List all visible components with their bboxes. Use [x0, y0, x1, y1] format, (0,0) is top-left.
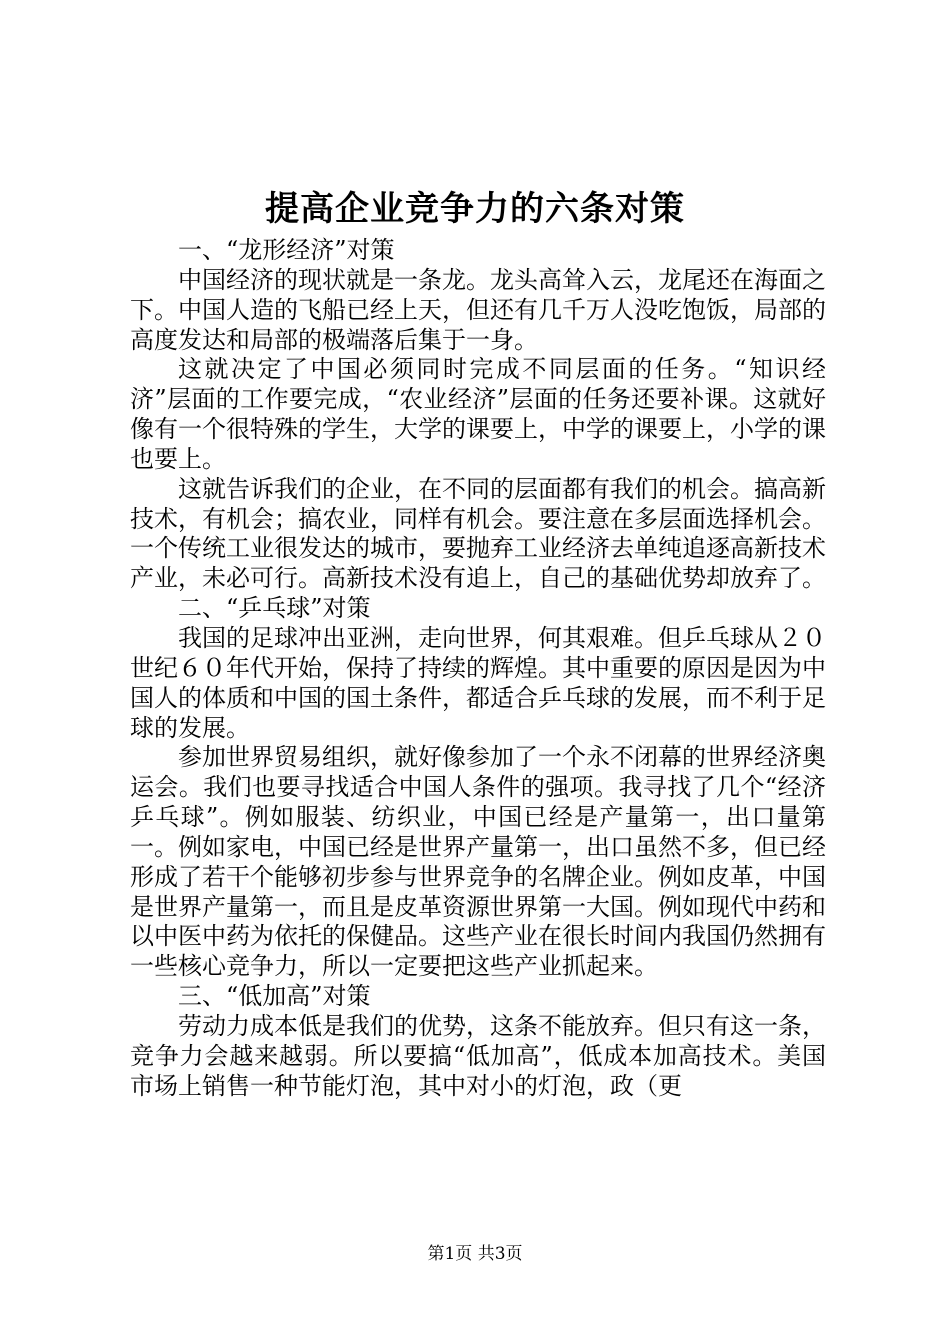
section-heading-2: 二、“乒乓球”对策 [178, 594, 371, 623]
paragraph: 我国的足球冲出亚洲，走向世界，何其艰难。但乒乓球从２０世纪６０年代开始，保持了持续的辉煌。其中重要的原因是因为中国人的体质和中国的国土条件，都适合乒乓球的发展，而不利于足球的发展。 [130, 623, 826, 742]
section-heading-3: 三、“低加高”对策 [178, 982, 371, 1011]
paragraph: 这就告诉我们的企业，在不同的层面都有我们的机会。搞高新技术，有机会；搞农业，同样有机会。要注意在多层面选择机会。一个传统工业很发达的城市，要抛弃工业经济去单纯追逐高新技术产业，未必可行。高新技术没有追上，自己的基础优势却放弃了。 [130, 474, 826, 593]
paragraph: 中国经济的现状就是一条龙。龙头高耸入云，龙尾还在海面之下。中国人造的飞船已经上天，但还有几千万人没吃饱饭，局部的高度发达和局部的极端落后集于一身。 [130, 265, 826, 354]
section-heading-1: 一、“龙形经济”对策 [178, 236, 395, 264]
document-body [130, 236, 826, 1101]
document-title: 提高企业竞争力的六条对策 [265, 189, 685, 229]
paragraph: 这就决定了中国必须同时完成不同层面的任务。“知识经济”层面的工作要完成，“农业经济”层面的任务还要补课。这就好像有一个很特殊的学生，大学的课要上，中学的课要上，小学的课也要上。 [130, 355, 826, 473]
paragraph: 劳动力成本低是我们的优势，这条不能放弃。但只有这一条，竞争力会越来越弱。所以要搞“低加高”，低成本加高技术。美国市场上销售一种节能灯泡，其中对小的灯泡，政（更 [130, 1011, 826, 1100]
page-number: 第1页 共3页 [427, 1244, 523, 1264]
paragraph: 参加世界贸易组织，就好像参加了一个永不闭幕的世界经济奥运会。我们也要寻找适合中国人条件的强项。我寻找了几个“经济乒乓球”。例如服装、纺织业，中国已经是产量第一，出口量第一。例如家电，中国已经是世界产量第一，出口虽然不多，但已经形成了若干个能够初步参与世界竞争的名牌企业。例如皮革，中国是世界产量第一，而且是皮革资源世界第一大国。例如现代中药和以中医中药为依托的保健品。这些产业在很长时间内我国仍然拥有一些核心竞争力，所以一定要把这些产业抓起来。 [130, 743, 826, 981]
